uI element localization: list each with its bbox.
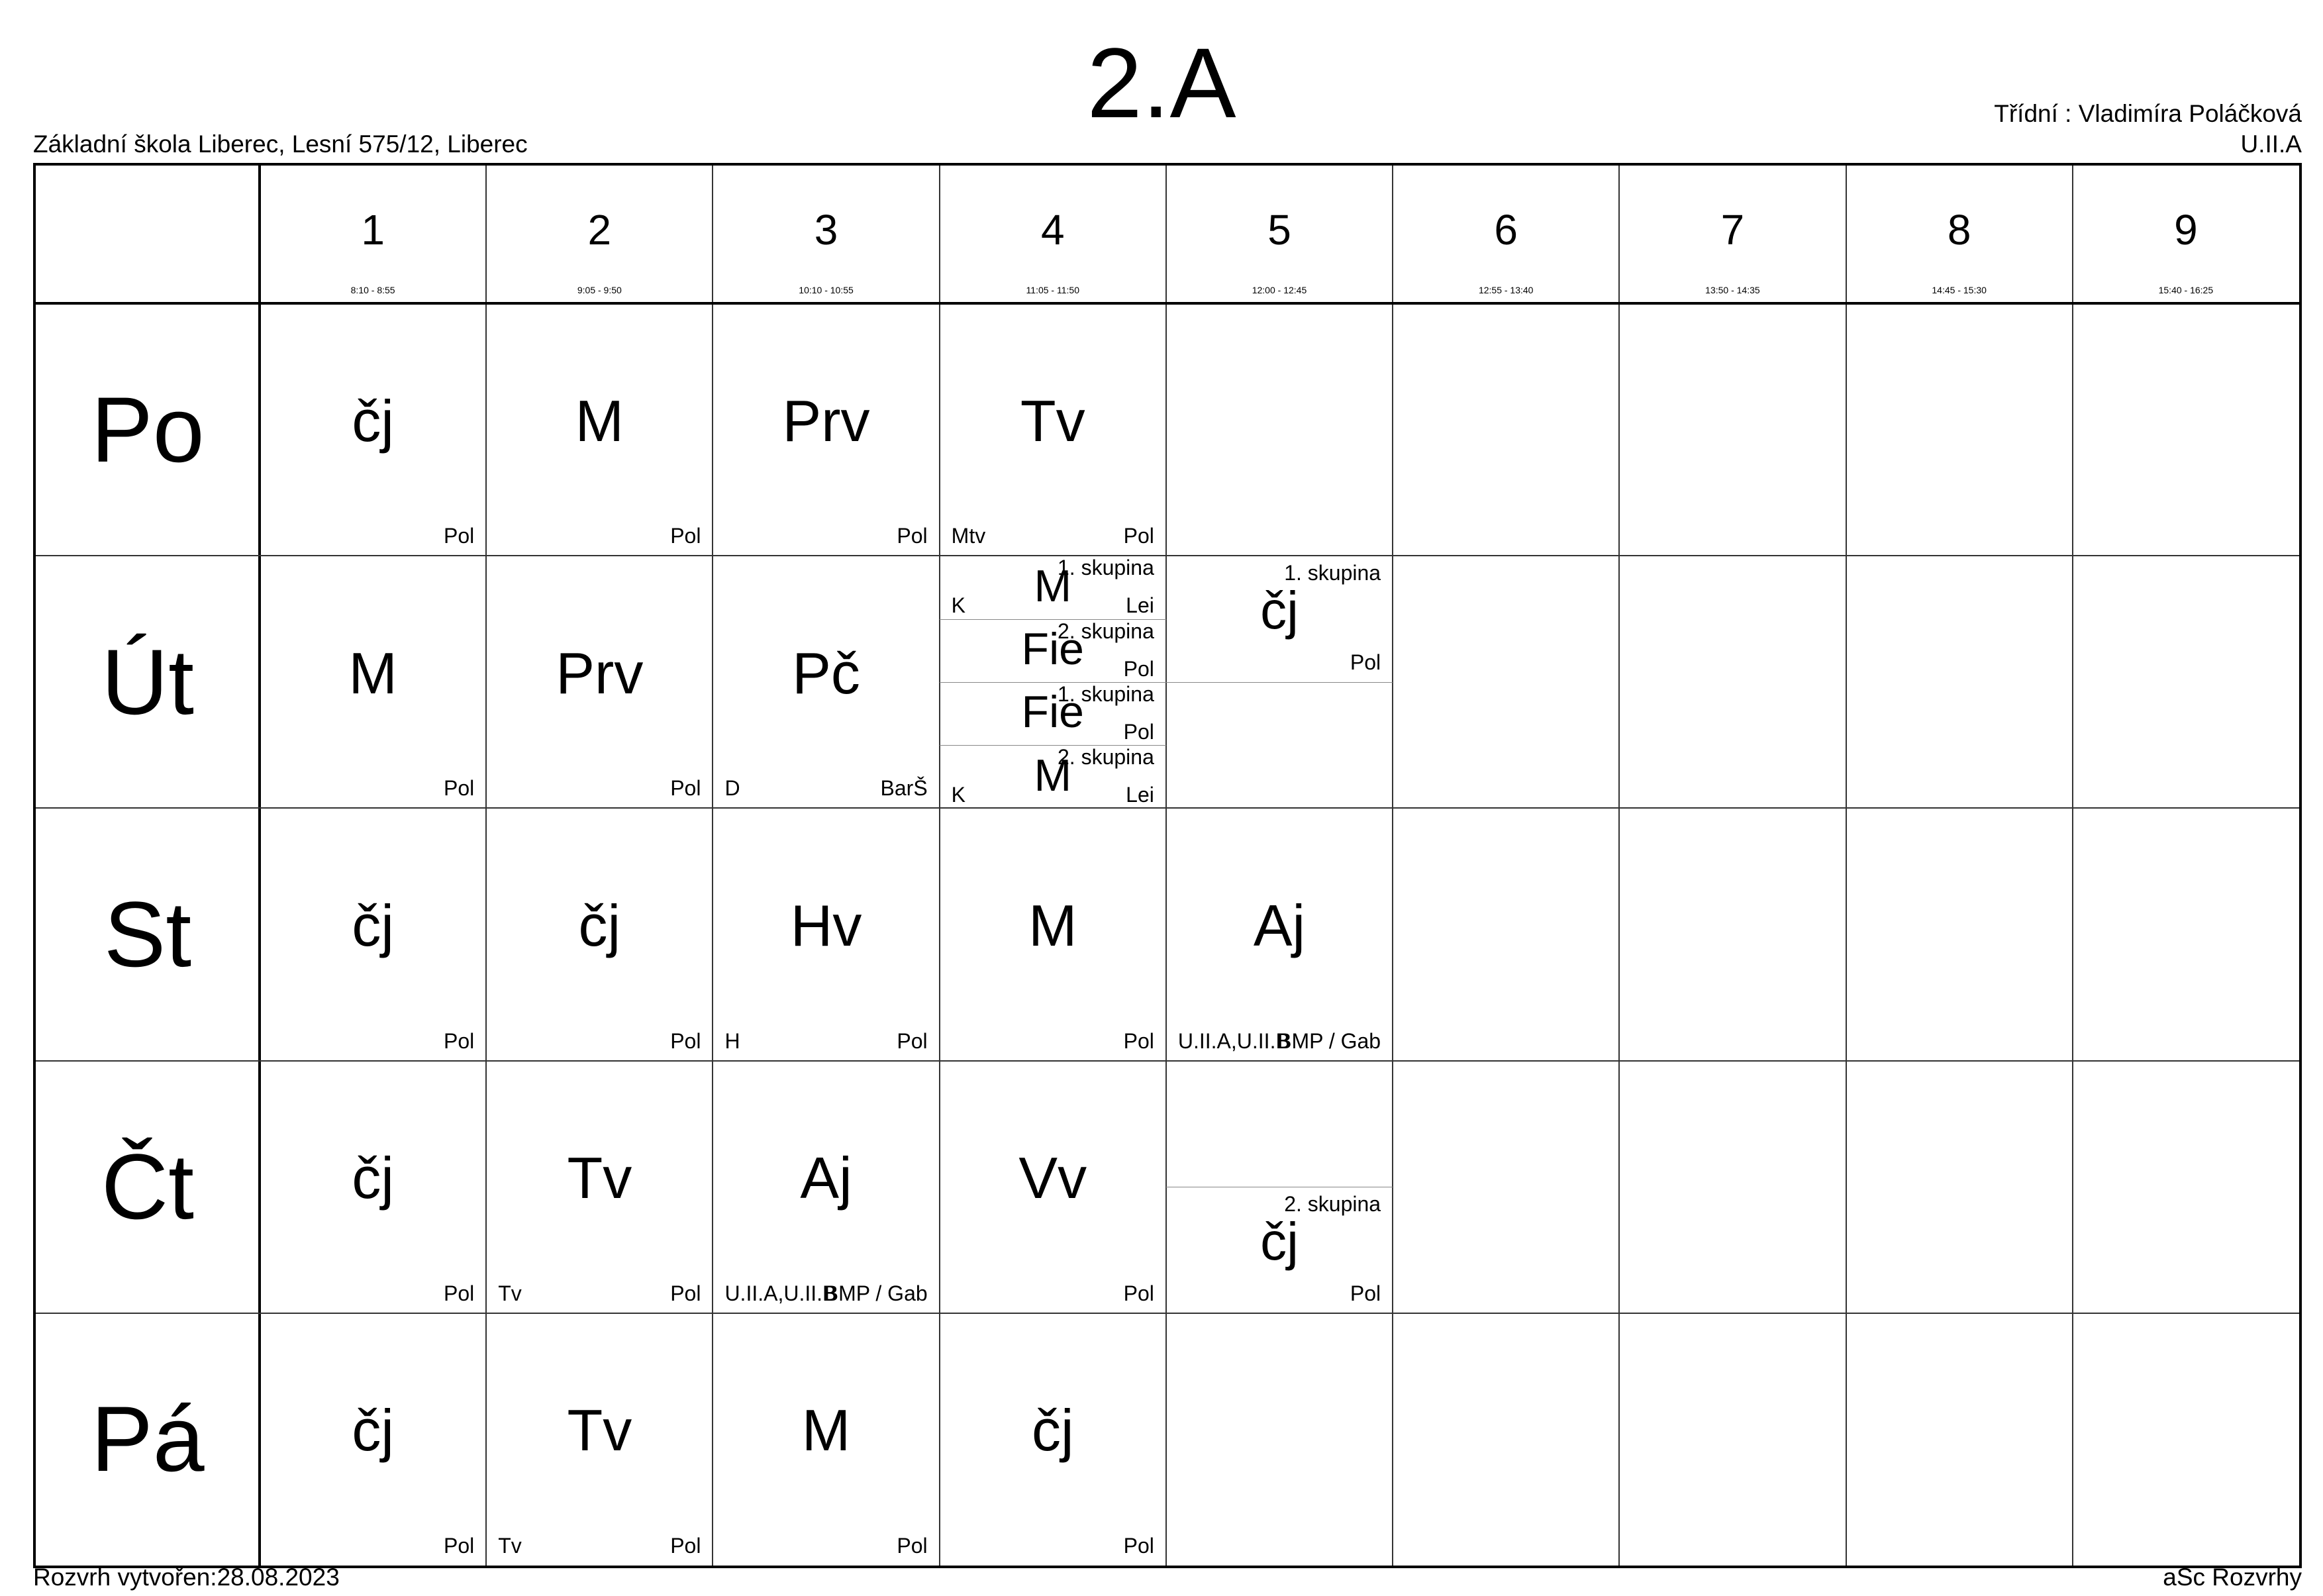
lesson-subject: Tv: [1020, 387, 1085, 454]
lesson-teacher: Pol: [1350, 650, 1381, 674]
lesson-subject: Prv: [556, 640, 644, 706]
school-address: Základní škola Liberec, Lesní 575/12, Liberec: [33, 130, 528, 158]
lesson-subject: Hv: [790, 892, 862, 958]
brand-label: aSc Rozvrhy: [2163, 1564, 2302, 1591]
lesson-teacher: Pol: [443, 776, 475, 801]
lesson-cell[interactable]: [940, 1061, 1166, 1313]
lesson-cell[interactable]: [940, 808, 1166, 1060]
lesson-subject: Prv: [782, 387, 870, 454]
lesson-teacher: Pol: [1123, 720, 1154, 744]
lesson-teacher: BMP / Gab: [824, 1281, 928, 1305]
lesson-teacher: Pol: [897, 524, 928, 548]
lesson-teacher: BMP / Gab: [1277, 1028, 1381, 1053]
lesson-teacher: Pol: [443, 1028, 475, 1053]
lesson-room: K: [951, 783, 965, 807]
period-number: 3: [814, 206, 838, 254]
day-label: Po: [91, 377, 205, 481]
lesson-room: Tv: [498, 1533, 522, 1558]
period-time: 13:50 - 14:35: [1705, 285, 1760, 295]
lesson-teacher: Lei: [1126, 593, 1154, 618]
period-number: 5: [1267, 206, 1291, 254]
lesson-teacher: Pol: [670, 1281, 701, 1305]
period-time: 10:10 - 10:55: [799, 285, 854, 295]
lesson-subject: Fie: [1021, 687, 1084, 738]
lesson-teacher: Pol: [670, 1028, 701, 1053]
class-teacher: Třídní : Vladimíra Poláčková: [1994, 100, 2302, 127]
lesson-teacher: Pol: [1123, 1281, 1154, 1305]
lesson-teacher: Pol: [670, 1533, 701, 1558]
day-label: Pá: [91, 1387, 205, 1491]
lesson-subject: Aj: [1253, 892, 1306, 958]
period-number: 8: [1947, 206, 1971, 254]
day-label: St: [103, 882, 192, 986]
lesson-teacher: BarŠ: [880, 776, 928, 801]
home-room: U.II.A: [2240, 130, 2302, 158]
lesson-group: 2. skupina: [1058, 745, 1154, 770]
lesson-cell[interactable]: [940, 745, 1166, 808]
period-number: 6: [1494, 206, 1518, 254]
lesson-cell[interactable]: [486, 1313, 713, 1566]
lesson-teacher: Pol: [897, 1533, 928, 1558]
period-number: 2: [587, 206, 612, 254]
period-number: 7: [1720, 206, 1745, 254]
lesson-cell[interactable]: [940, 556, 1166, 619]
lesson-group: 2. skupina: [1284, 1192, 1381, 1217]
lesson-subject: M: [1034, 560, 1072, 611]
lesson-group: 1. skupina: [1284, 561, 1381, 585]
lesson-subject: Fie: [1021, 624, 1084, 675]
day-label: Út: [101, 629, 194, 734]
period-time: 15:40 - 16:25: [2158, 285, 2214, 295]
lesson-teacher: Lei: [1126, 783, 1154, 807]
timetable-grid: [33, 163, 2302, 1568]
subslot-divider: [1166, 682, 1393, 683]
lesson-teacher: Pol: [1350, 1281, 1381, 1305]
lesson-cell[interactable]: [940, 682, 1166, 745]
grid-vline: [1846, 166, 1847, 1566]
lesson-subject: čj: [352, 892, 394, 958]
grid-vline: [2072, 166, 2073, 1566]
lesson-room: Mtv: [951, 524, 986, 548]
lesson-cell[interactable]: [940, 303, 1166, 556]
lesson-teacher: Pol: [670, 524, 701, 548]
lesson-group: 2. skupina: [1058, 619, 1154, 643]
lesson-cell[interactable]: [486, 808, 713, 1060]
lesson-subject: Pč: [792, 640, 860, 706]
period-time: 12:00 - 12:45: [1252, 285, 1307, 295]
lesson-group: 1. skupina: [1058, 556, 1154, 580]
period-time: 12:55 - 13:40: [1478, 285, 1534, 295]
lesson-room: U.II.A,U.II.B: [1177, 1028, 1290, 1053]
lesson-subject: Vv: [1018, 1145, 1087, 1211]
lesson-subject: M: [801, 1397, 851, 1464]
period-number: 4: [1040, 206, 1065, 254]
lesson-teacher: Pol: [1123, 1028, 1154, 1053]
lesson-cell[interactable]: [1166, 1187, 1393, 1313]
lesson-subject: M: [348, 640, 397, 706]
lesson-cell[interactable]: [940, 619, 1166, 682]
lesson-subject: čj: [352, 387, 394, 454]
lesson-teacher: Pol: [443, 524, 475, 548]
period-time: 8:10 - 8:55: [350, 285, 395, 295]
lesson-subject: Tv: [567, 1145, 632, 1211]
day-label: Čt: [101, 1134, 194, 1239]
page-title: 2.A: [1087, 27, 1236, 138]
lesson-cell[interactable]: [713, 808, 939, 1060]
lesson-cell[interactable]: [1166, 808, 1393, 1060]
period-time: 11:05 - 11:50: [1026, 285, 1079, 295]
lesson-cell[interactable]: [713, 303, 939, 556]
lesson-teacher: Pol: [897, 1028, 928, 1053]
lesson-subject: čj: [1260, 1212, 1299, 1272]
lesson-cell[interactable]: [260, 1313, 486, 1566]
lesson-subject: M: [575, 387, 624, 454]
lesson-teacher: Pol: [443, 1281, 475, 1305]
lesson-cell[interactable]: [260, 808, 486, 1060]
lesson-room: D: [724, 776, 740, 801]
lesson-subject: čj: [1031, 1397, 1074, 1464]
lesson-teacher: Pol: [1123, 656, 1154, 681]
lesson-room: K: [951, 593, 965, 618]
grid-vline: [1618, 166, 1620, 1566]
lesson-cell[interactable]: [1166, 556, 1393, 682]
lesson-group: 1. skupina: [1058, 681, 1154, 706]
created-date: Rozvrh vytvořen:28.08.2023: [33, 1564, 340, 1591]
lesson-cell[interactable]: [260, 1061, 486, 1313]
lesson-teacher: Pol: [443, 1533, 475, 1558]
lesson-room: U.II.A,U.II.B: [724, 1281, 837, 1305]
lesson-room: Tv: [498, 1281, 522, 1305]
lesson-subject: čj: [1260, 581, 1299, 640]
lesson-subject: M: [1028, 892, 1077, 958]
lesson-subject: čj: [352, 1145, 394, 1211]
lesson-teacher: Pol: [1123, 524, 1154, 548]
lesson-teacher: Pol: [1123, 1533, 1154, 1558]
lesson-cell[interactable]: [486, 1061, 713, 1313]
lesson-teacher: Pol: [670, 776, 701, 801]
lesson-cell[interactable]: [260, 303, 486, 556]
period-number: 9: [2174, 206, 2198, 254]
lesson-subject: čj: [352, 1397, 394, 1464]
lesson-subject: Tv: [567, 1397, 632, 1464]
period-number: 1: [361, 206, 385, 254]
lesson-cell[interactable]: [260, 556, 486, 808]
lesson-cell[interactable]: [713, 1313, 939, 1566]
period-time: 14:45 - 15:30: [1932, 285, 1987, 295]
lesson-subject: M: [1034, 750, 1072, 801]
lesson-cell[interactable]: [713, 1061, 939, 1313]
lesson-subject: čj: [578, 892, 621, 958]
lesson-cell[interactable]: [713, 556, 939, 808]
lesson-cell[interactable]: [486, 303, 713, 556]
period-time: 9:05 - 9:50: [577, 285, 622, 295]
lesson-cell[interactable]: [940, 1313, 1166, 1566]
lesson-subject: Aj: [800, 1145, 852, 1211]
lesson-cell[interactable]: [486, 556, 713, 808]
lesson-room: H: [724, 1028, 740, 1053]
